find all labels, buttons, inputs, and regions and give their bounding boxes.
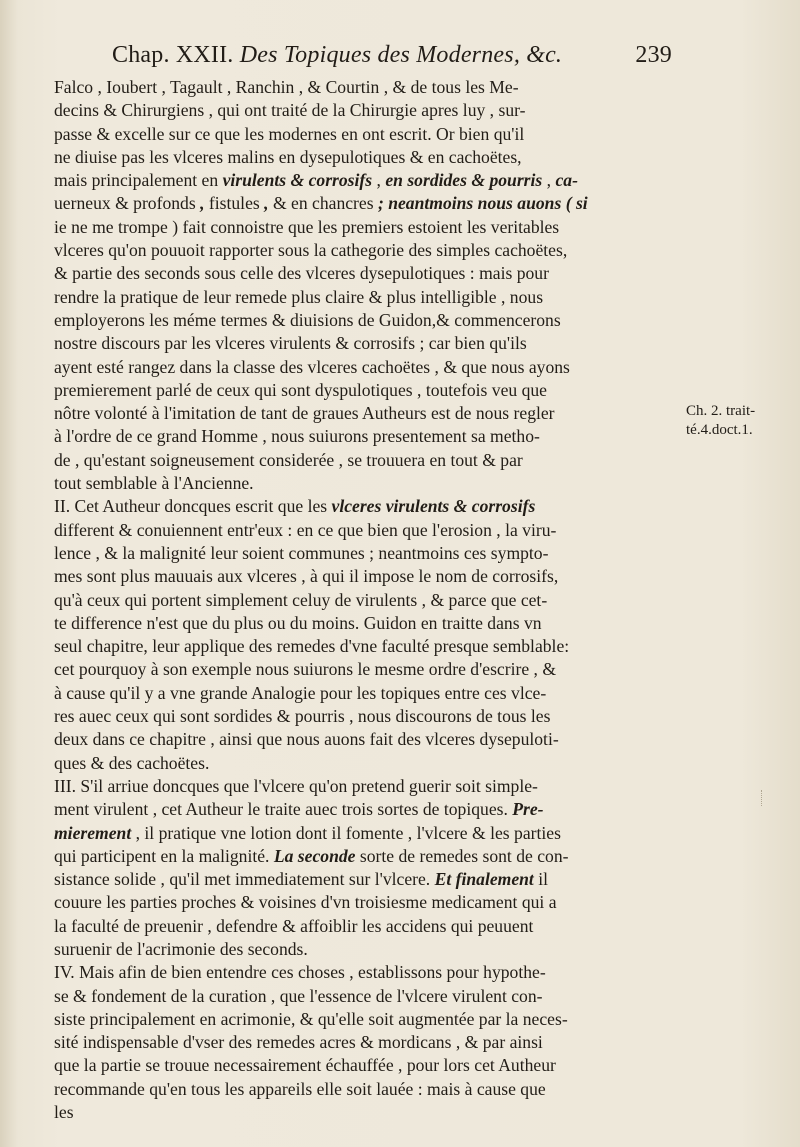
running-head <box>112 40 672 70</box>
text-line: recommande qu'en tous les appareils elle soit lauée : mais à cause que <box>54 1078 546 1099</box>
italic-phrase: vlceres virulents & corrosifs <box>331 496 536 517</box>
italic-phrase: Pre- <box>512 799 544 820</box>
text-line: tout semblable à l'Ancienne. <box>54 473 254 494</box>
text-line: ment virulent , cet Autheur le traite auec trois sortes de topiques. Pre- <box>54 799 544 820</box>
text-line: les <box>54 1102 74 1123</box>
text-line: sité indispensable d'vser des remedes acres & mordicans , & par ainsi <box>54 1032 543 1053</box>
italic-phrase: ; neantmoins nous auons ( si <box>373 193 588 214</box>
italic-phrase: virulents & corrosifs <box>222 170 373 191</box>
margin-note <box>686 402 796 440</box>
italic-phrase: , <box>195 193 209 214</box>
text-line: à cause qu'il y a vne grande Analogie pour les topiques entre ces vlce- <box>54 682 547 703</box>
italic-phrase: Et finalement <box>434 869 534 890</box>
text-line: qui participent en la malignité. La seconde sorte de remedes sont de con- <box>54 845 569 866</box>
margin-note-line: té.4.doct.1. <box>686 422 753 438</box>
margin-note-line: Ch. 2. trait- <box>686 403 756 419</box>
text-line: res auec ceux qui sont sordides & pourris , nous discourons de tous les <box>54 706 551 727</box>
text-line: nostre discours par les vlceres virulents & corrosifs ; car bien qu'ils <box>54 333 527 354</box>
text-line: que la partie se trouue necessairement échauffée , pour lors cet Autheur <box>54 1055 556 1076</box>
text-line: rendre la pratique de leur remede plus claire & plus intelligible , nous <box>54 286 544 307</box>
text-line: cet pourquoy à son exemple nous suiurons le mesme ordre d'escrire , & <box>54 659 557 680</box>
text-line: siste principalement en acrimonie, & qu'elle soit augmentée par la neces- <box>54 1008 568 1029</box>
text-line: se & fondement de la curation , que l'essence de l'vlcere virulent con- <box>54 985 543 1006</box>
text-line: nôtre volonté à l'imitation de tant de graues Autheurs est de nous regler <box>54 403 555 424</box>
text-line: employerons les méme termes & diuisions de Guidon,& commencerons <box>54 309 561 330</box>
text-line: lence , & la malignité leur soient communes ; neantmoins ces sympto- <box>54 542 549 563</box>
chapter-label: Chap. XXII. <box>112 42 234 68</box>
text-line: vlceres qu'on pouuoit rapporter sous la cathegorie des simples cachoëtes, <box>54 240 568 261</box>
italic-phrase: mierement <box>54 822 132 843</box>
paper-mark <box>761 790 772 806</box>
text-line: deux dans ce chapitre , ainsi que nous auons fait des vlceres dysepuloti- <box>54 729 559 750</box>
text-line: IV. Mais afin de bien entendre ces choses , establissons pour hypothe- <box>54 962 546 983</box>
text-line: decins & Chirurgiens , qui ont traité de la Chirurgie apres luy , sur- <box>54 100 526 121</box>
text-line: ie ne me trompe ) fait connoistre que les premiers estoient les veritables <box>54 216 560 237</box>
italic-phrase: ca- <box>555 170 578 191</box>
text-line: couure les parties proches & voisines d'vn troisiesme medicament qui a <box>54 892 557 913</box>
text-line: Falco , Ioubert , Tagault , Ranchin , & Courtin , & de tous les Me- <box>54 77 519 97</box>
page-number: 239 <box>635 42 672 68</box>
text-line: sistance solide , qu'il met immediatement sur l'vlcere. Et finalement il <box>54 869 548 890</box>
text-line: mais principalement en virulents & corrosifs , en sordides & pourris , ca- <box>54 170 578 191</box>
text-line: III. S'il arriue doncques que l'vlcere qu'on pretend guerir soit simple- <box>54 775 538 796</box>
text-line: premierement parlé de ceux qui sont dyspulotiques , toutefois veu que <box>54 379 547 400</box>
text-line: ques & des cachoëtes. <box>54 752 210 773</box>
text-line: la faculté de preuenir , defendre & affoiblir les accidens qui peuuent <box>54 915 534 936</box>
text-line: II. Cet Autheur doncques escrit que les vlceres virulents & corrosifs <box>54 496 536 517</box>
text-line: suruenir de l'acrimonie des seconds. <box>54 938 308 959</box>
text-line: & partie des seconds sous celle des vlceres dysepulotiques : mais pour <box>54 263 549 284</box>
text-line: uerneux & profonds , fistules , & en chancres ; neantmoins nous auons ( si <box>54 193 588 214</box>
chapter-title: Des Topiques des Modernes, &c. <box>239 42 563 68</box>
text-line: passe & excelle sur ce que les modernes en ont escrit. Or bien qu'il <box>54 123 525 144</box>
text-line: mes sont plus mauuais aux vlceres , à qui il impose le nom de corrosifs, <box>54 566 559 587</box>
text-line: de , qu'estant soigneusement considerée , se trouuera en tout & par <box>54 449 523 470</box>
text-line: mierement , il pratique vne lotion dont il fomente , l'vlcere & les parties <box>54 822 561 843</box>
italic-phrase: La seconde <box>273 845 356 866</box>
italic-phrase: en sordides & pourris <box>385 170 543 191</box>
text-line: qu'à ceux qui portent simplement celuy de virulents , & parce que cet- <box>54 589 548 610</box>
body-text <box>54 76 666 1124</box>
italic-phrase: , <box>259 193 273 214</box>
text-line: te difference n'est que du plus ou du moins. Guidon en traitte dans vn <box>54 612 542 633</box>
text-line: à l'ordre de ce grand Homme , nous suiurons presentement sa metho- <box>54 426 540 447</box>
text-line: ayent esté rangez dans la classe des vlceres cachoëtes , & que nous ayons <box>54 356 570 377</box>
text-line: different & conuiennent entr'eux : en ce que bien que l'erosion , la viru- <box>54 519 557 540</box>
text-line: ne diuise pas les vlceres malins en dysepulotiques & en cachoëtes, <box>54 146 522 167</box>
text-line: seul chapitre, leur applique des remedes d'vne faculté presque semblable: <box>54 636 570 657</box>
